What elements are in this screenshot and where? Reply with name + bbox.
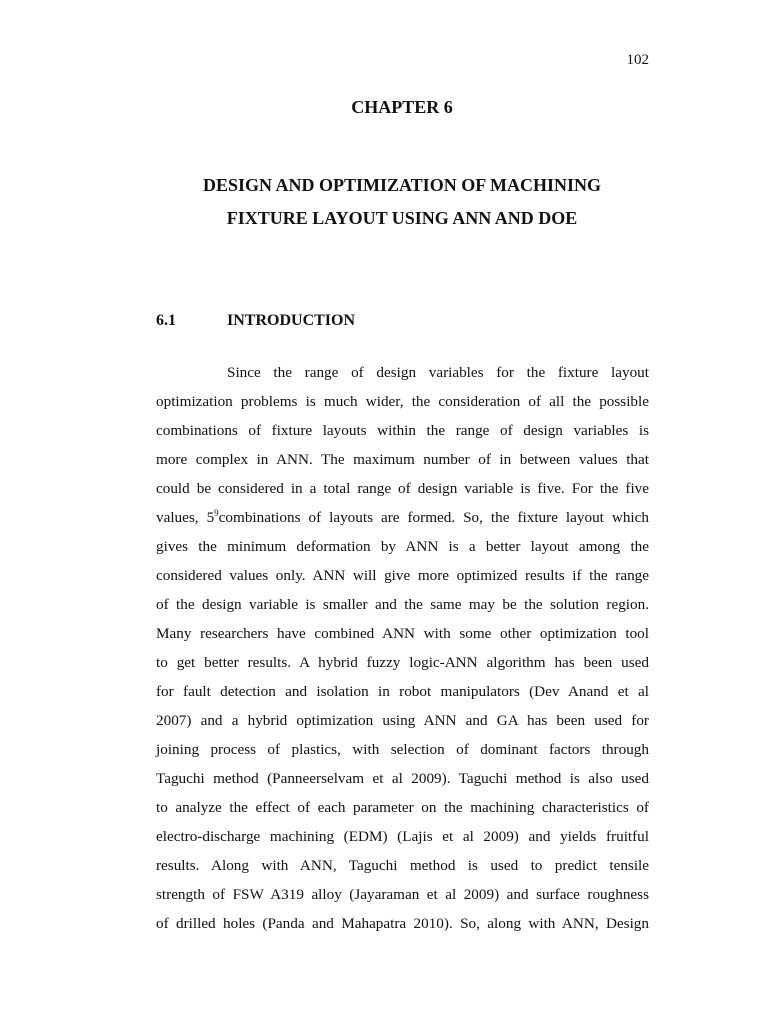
chapter-label: CHAPTER 6 xyxy=(351,97,453,117)
paragraph-line: combinations of fixture layouts within the range of design variables is xyxy=(156,422,649,439)
section-heading xyxy=(156,312,355,330)
paragraph-line-superscript xyxy=(156,505,649,534)
body-paragraph xyxy=(156,360,649,940)
section-title: INTRODUCTION xyxy=(227,312,356,329)
paragraph-line: of the design variable is smaller and the same may be the solution region. xyxy=(156,596,649,613)
page-number: 102 xyxy=(626,52,649,68)
paragraph-line: results. Along with ANN, Taguchi method is used to predict tensile xyxy=(156,857,649,874)
chapter-title-line-1: DESIGN AND OPTIMIZATION OF MACHINING xyxy=(202,175,602,195)
paragraph-line: 2007) and a hybrid optimization using ANN and GA has been used for xyxy=(156,712,649,729)
paragraph-line: strength of FSW A319 alloy (Jayaraman et al 2009) and surface roughness xyxy=(156,886,649,903)
paragraph-line: could be considered in a total range of design variable is five. For the five xyxy=(156,480,649,497)
superscript-line-suffix: combinations of layouts are formed. So, the fixture layout which xyxy=(218,509,649,526)
paragraph-line: Taguchi method (Panneerselvam et al 2009). Taguchi method is also used xyxy=(156,770,649,787)
superscript-exponent: 9 xyxy=(214,508,219,518)
paragraph-line: joining process of plastics, with selection of dominant factors through xyxy=(156,741,649,758)
paragraph-line: for fault detection and isolation in robot manipulators (Dev Anand et al xyxy=(156,683,649,700)
paragraph-line: Many researchers have combined ANN with some other optimization tool xyxy=(156,625,649,642)
paragraph-line: of drilled holes (Panda and Mahapatra 2010). So, along with ANN, Design xyxy=(156,915,649,932)
chapter-title xyxy=(0,169,768,235)
superscript-line-prefix: values, 5 xyxy=(156,509,215,526)
paragraph-line: gives the minimum deformation by ANN is a better layout among the xyxy=(156,538,649,555)
section-number: 6.1 xyxy=(156,312,176,329)
paragraph-line: electro-discharge machining (EDM) (Lajis et al 2009) and yields fruitful xyxy=(156,828,649,845)
chapter-title-line-2: FIXTURE LAYOUT USING ANN AND DOE xyxy=(226,208,578,228)
paragraph-line: more complex in ANN. The maximum number of in between values that xyxy=(156,451,649,468)
paragraph-line: optimization problems is much wider, the consideration of all the possible xyxy=(156,393,649,410)
paragraph-line: considered values only. ANN will give more optimized results if the range xyxy=(156,567,649,584)
paragraph-line: Since the range of design variables for the fixture layout xyxy=(227,364,649,381)
paragraph-line: to get better results. A hybrid fuzzy logic-ANN algorithm has been used xyxy=(156,654,649,671)
paragraph-line: to analyze the effect of each parameter on the machining characteristics of xyxy=(156,799,649,816)
